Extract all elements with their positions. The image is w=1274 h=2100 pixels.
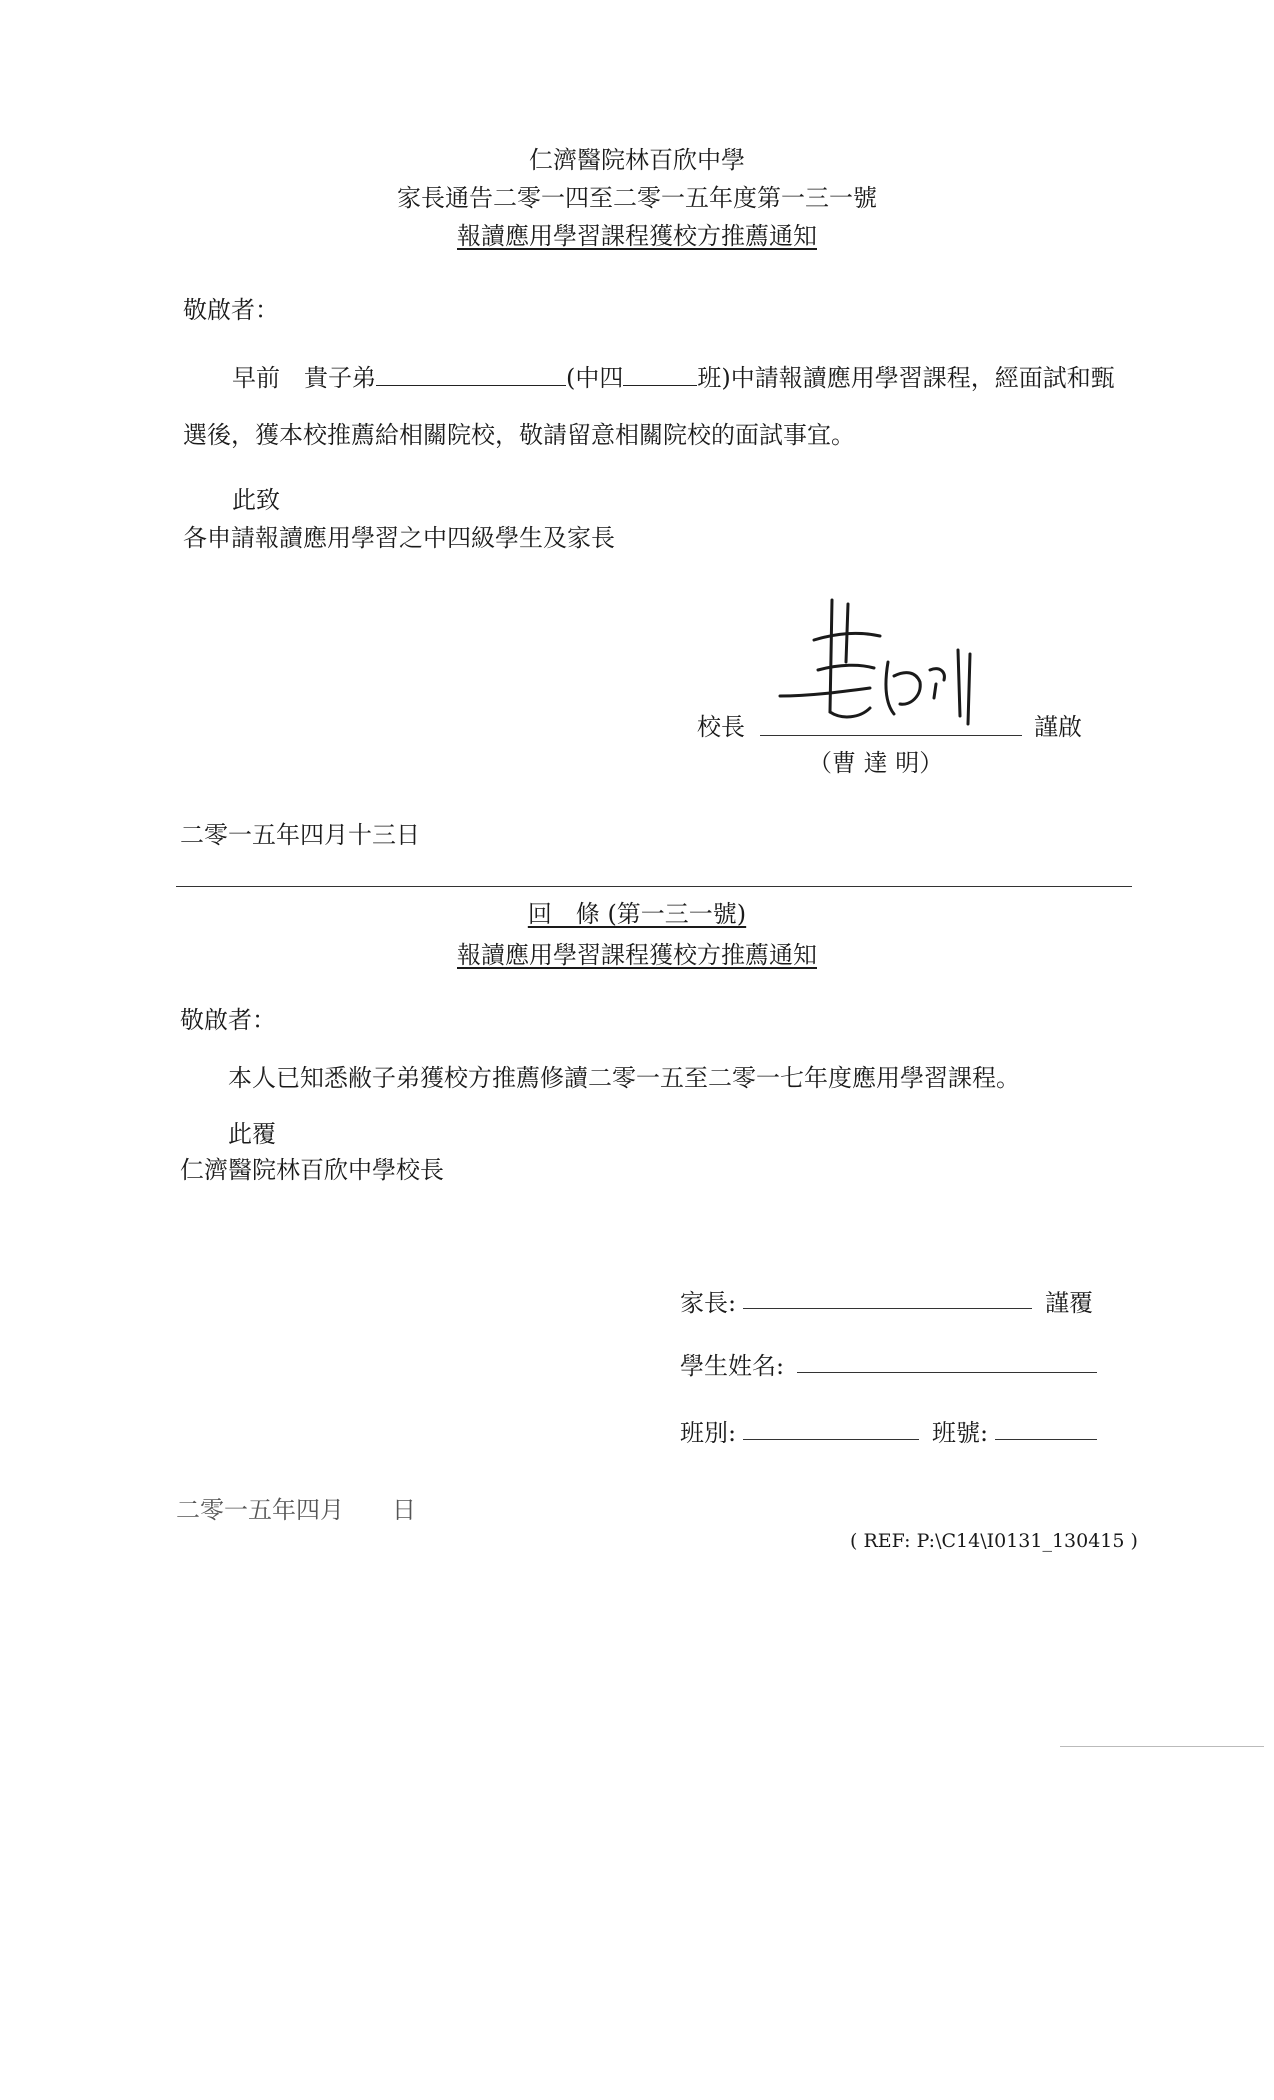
- addressee: 各申請報讀應用學習之中四級學生及家長: [183, 524, 615, 552]
- parent-label: 家長:: [680, 1289, 737, 1317]
- closing: 此致: [232, 486, 280, 514]
- reply-closing: 此覆: [228, 1120, 276, 1148]
- reply-addressee: 仁濟醫院林百欣中學校長: [180, 1156, 444, 1184]
- student-name-field[interactable]: [797, 1372, 1097, 1373]
- student-name-blank[interactable]: [376, 384, 566, 386]
- reply-slip-subtitle: 報讀應用學習課程獲校方推薦通知: [457, 941, 817, 969]
- scan-artifact-line: [1060, 1746, 1264, 1747]
- reply-slip-title: 回 條 (第一三一號): [527, 900, 747, 928]
- class-field[interactable]: [743, 1439, 919, 1440]
- principal-name: （曹 達 明）: [808, 749, 944, 777]
- notice-number: 家長通告二零一四至二零一五年度第一三一號: [397, 184, 877, 212]
- parent-suffix: 謹覆: [1045, 1289, 1093, 1317]
- reply-salutation: 敬啟者：: [180, 1006, 276, 1034]
- class-number-field[interactable]: [995, 1439, 1097, 1440]
- para1-class-open: (中四: [566, 364, 624, 392]
- para1-prefix: 早前 貴子弟: [232, 364, 376, 392]
- reference-code: ( REF: P:\C14\I0131_130415 ): [850, 1530, 1138, 1552]
- class-label: 班別:: [680, 1419, 737, 1447]
- reply-date: 二零一五年四月 日: [176, 1496, 416, 1524]
- parent-signature-field[interactable]: [743, 1308, 1032, 1309]
- tear-off-divider: [176, 886, 1132, 887]
- principal-sign-suffix: 謹啟: [1034, 713, 1082, 741]
- school-name: 仁濟醫院林百欣中學: [529, 146, 745, 174]
- salutation: 敬啟者：: [183, 296, 279, 324]
- reply-body: 本人已知悉敝子弟獲校方推薦修讀二零一五至二零一七年度應用學習課程。: [228, 1064, 1020, 1092]
- student-name-label: 學生姓名:: [680, 1352, 785, 1380]
- letter-paragraph-line2: 選後，獲本校推薦給相關院校，敬請留意相關院校的面試事宜。: [183, 421, 855, 449]
- class-number-label: 班號:: [932, 1419, 989, 1447]
- letter-paragraph-line1: [232, 358, 1115, 393]
- letter-date: 二零一五年四月十三日: [180, 821, 420, 849]
- para1-class-close: 班)中請報讀應用學習課程，經面試和甄: [697, 364, 1115, 392]
- notice-title: 報讀應用學習課程獲校方推薦通知: [457, 222, 817, 250]
- principal-signature-line: [760, 735, 1022, 736]
- principal-label: 校長: [697, 713, 745, 741]
- principal-signature: [770, 592, 990, 737]
- class-blank[interactable]: [623, 384, 697, 386]
